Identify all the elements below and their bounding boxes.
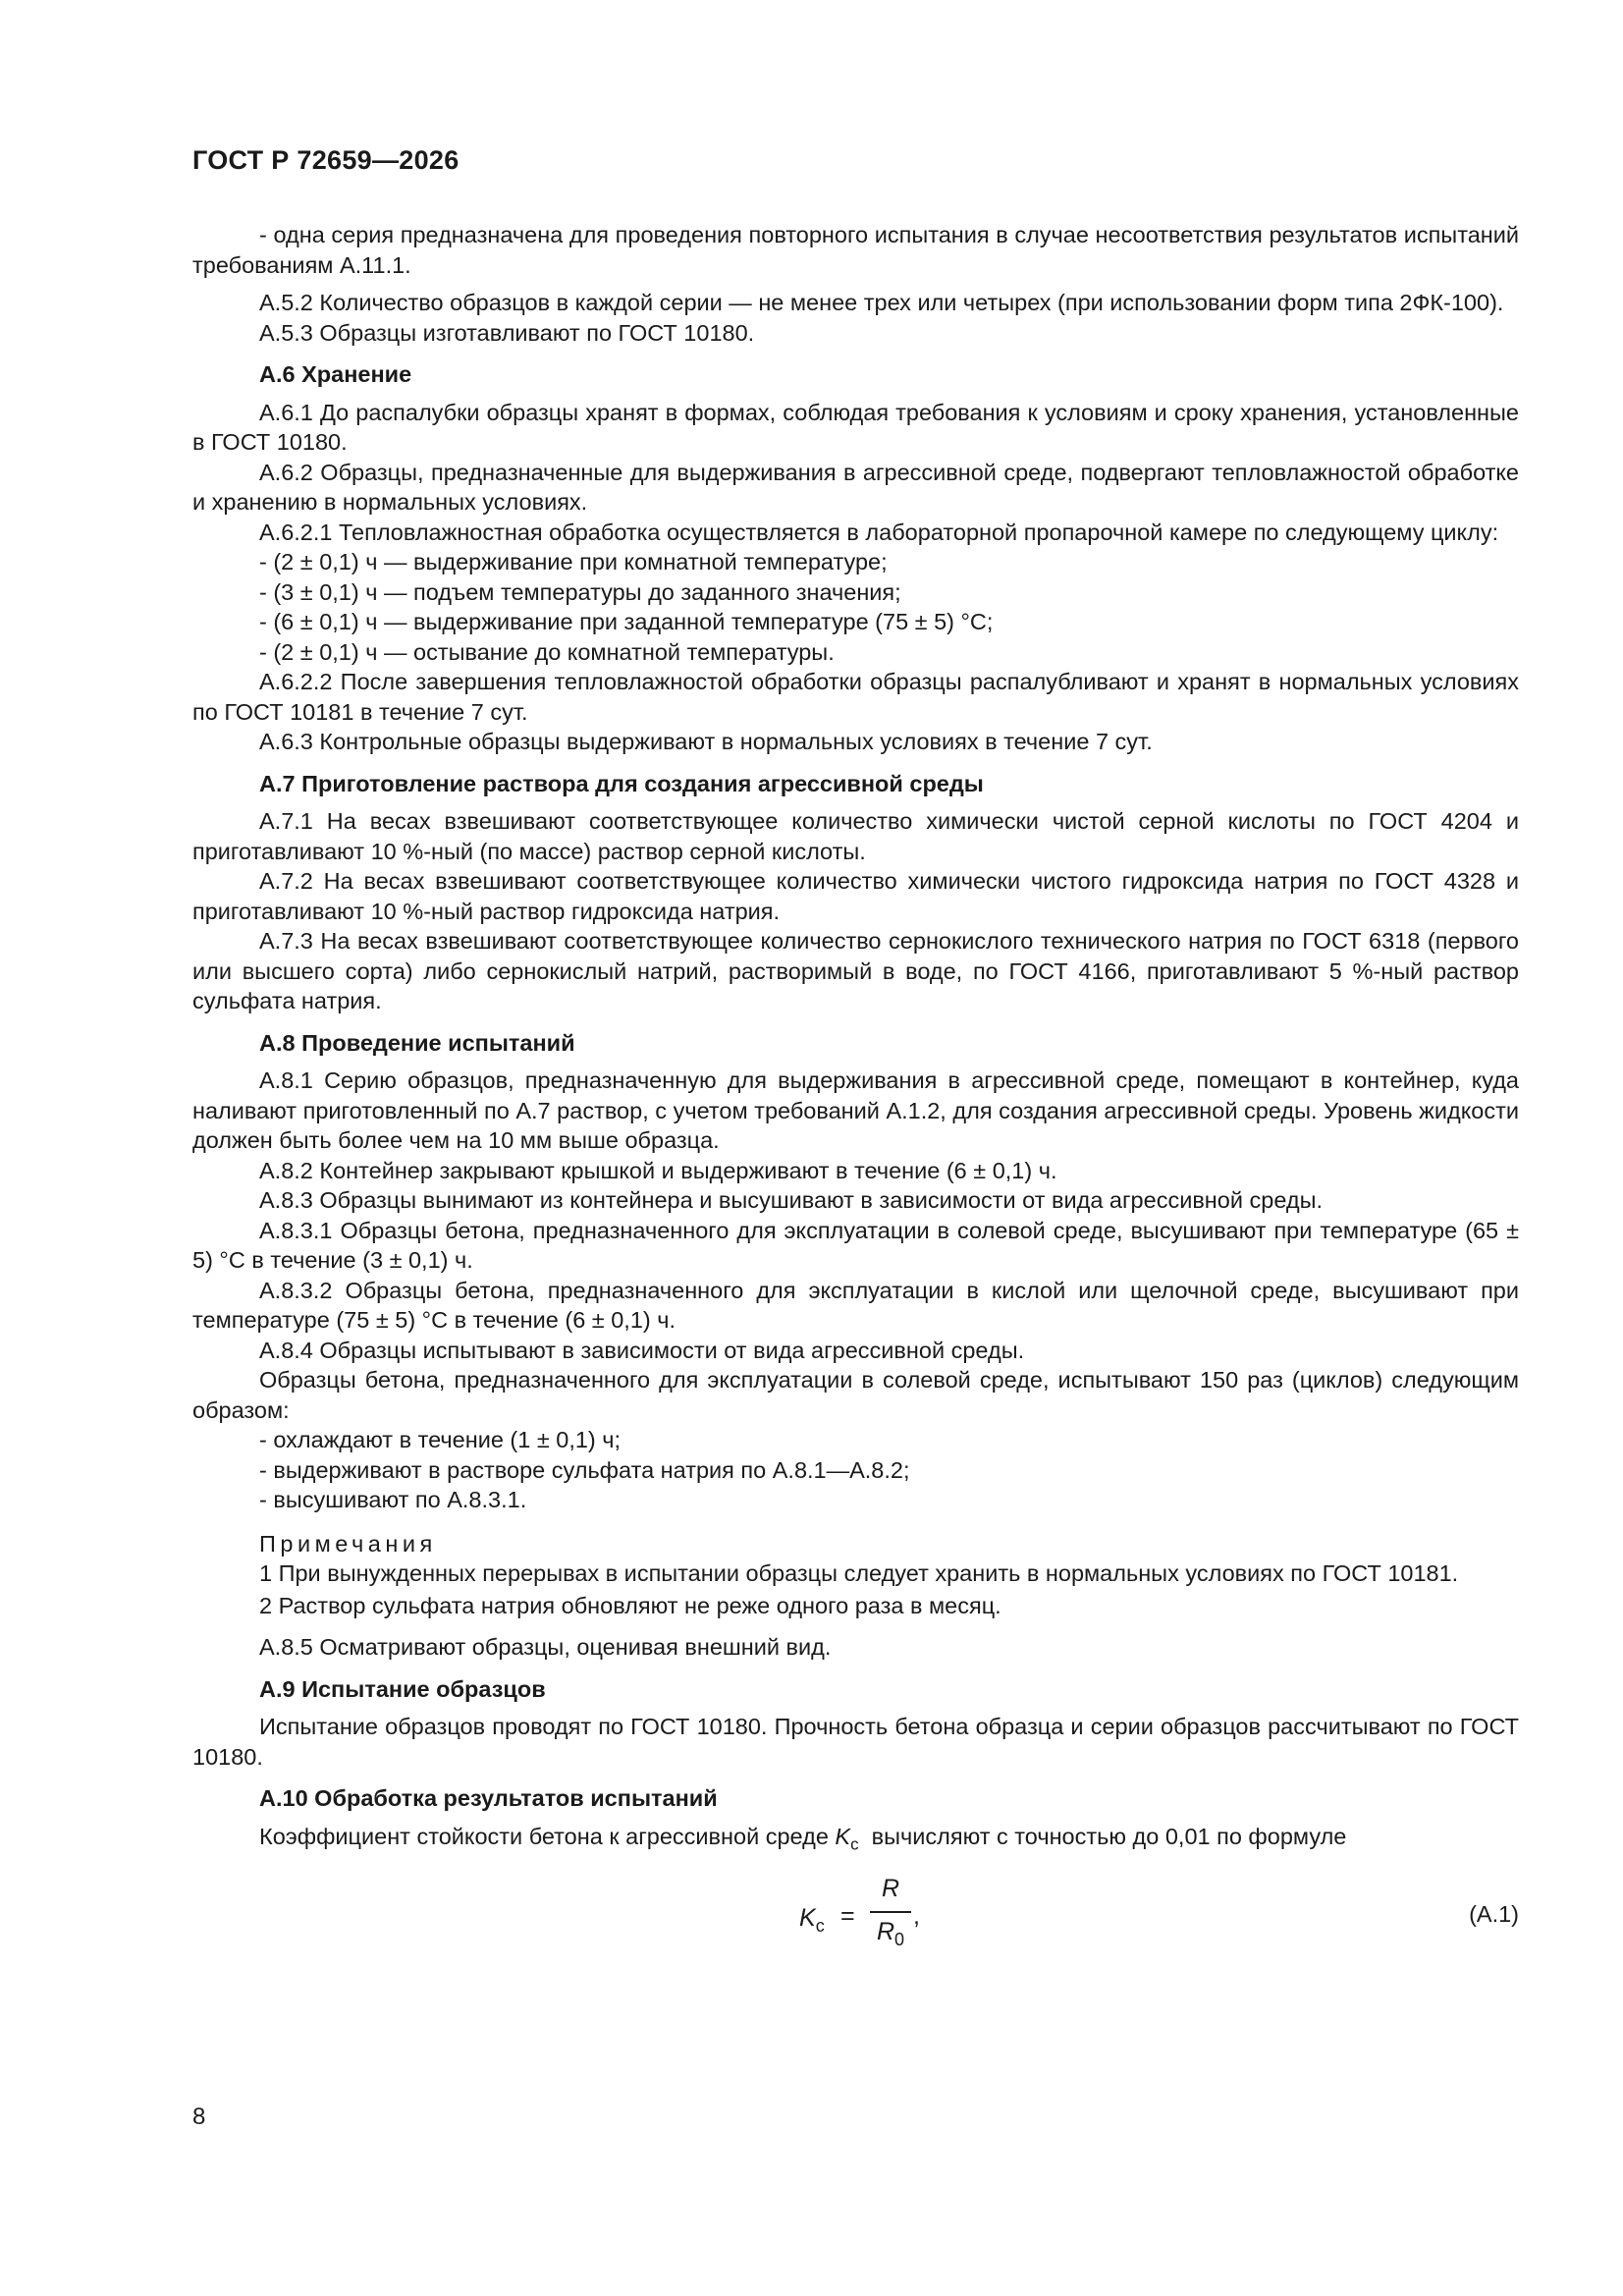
- formula-a1: [192, 1874, 1519, 1968]
- list-item: - (2 ± 0,1) ч — выдерживание при комнатной температуре;: [259, 549, 888, 574]
- formula-comma: ,: [913, 1901, 920, 1930]
- symbol-subscript: c: [850, 1834, 859, 1854]
- document-id-header: ГОСТ Р 72659—2026: [192, 145, 460, 175]
- paragraph: Образцы бетона, предназначенного для эксплуатации в солевой среде, испытывают 150 раз (циклов) следующим образом:: [192, 1367, 1519, 1423]
- list-item: - высушивают по А.8.3.1.: [259, 1487, 527, 1512]
- section-heading-a7: А.7 Приготовление раствора для создания агрессивной среды: [259, 770, 984, 796]
- paragraph: А.8.2 Контейнер закрывают крышкой и выдерживают в течение (6 ± 0,1) ч.: [259, 1157, 1057, 1183]
- paragraph: А.7.2 На весах взвешивают соответствующее количество химически чистого гидроксида натрия по ГОСТ 4328 и приготавливают 10 %-ный раствор гидроксида натрия.: [192, 868, 1519, 924]
- paragraph: А.5.2 Количество образцов в каждой серии — не менее трех или четырех (при использовании форм типа 2ФК-100).: [259, 290, 1504, 315]
- list-item: - (2 ± 0,1) ч — остывание до комнатной температуры.: [259, 638, 835, 665]
- paragraph: А.8.3.2 Образцы бетона, предназначенного для эксплуатации в кислой или щелочной среде, высушивают при температуре (75 ± 5) °С в течение (6 ± 0,1) ч.: [192, 1277, 1519, 1333]
- section-heading-a8: А.8 Проведение испытаний: [259, 1029, 575, 1056]
- list-item: - (6 ± 0,1) ч — выдерживание при заданной температуре (75 ± 5) °С;: [259, 609, 994, 634]
- list-item: - охлаждают в течение (1 ± 0,1) ч;: [259, 1427, 622, 1452]
- formula-lhs-subscript: c: [815, 1915, 825, 1936]
- paragraph: А.6.3 Контрольные образцы выдерживают в нормальных условиях в течение 7 сут.: [259, 729, 1153, 754]
- paragraph-with-symbol: [192, 1822, 1519, 1860]
- notes-heading: Примечания: [259, 1530, 437, 1557]
- paragraph: А.7.1 На весах взвешивают соответствующее количество химически чистой серной кислоты по ГОСТ 4204 и приготавливают 10 %-ный (по массе) раствор серной кислоты.: [192, 808, 1519, 864]
- paragraph: А.7.3 На весах взвешивают соответствующее количество сернокислого технического натрия по ГОСТ 6318 (первого или высшего сорта) либо сернокислый натрий, растворимый в воде, по ГОСТ 4166, приготавливают 5 %-ный раствор сульфата натрия.: [192, 928, 1519, 1013]
- list-item: - (3 ± 0,1) ч — подъем температуры до заданного значения;: [259, 578, 901, 605]
- paragraph: А.8.5 Осматривают образцы, оценивая внешний вид.: [259, 1634, 832, 1660]
- paragraph: А.6.1 До распалубки образцы хранят в формах, соблюдая требования к условиям и сроку хранения, установленные в ГОСТ 10180.: [192, 399, 1519, 455]
- paragraph: А.8.4 Образцы испытывают в зависимости от вида агрессивной среды.: [259, 1337, 1025, 1363]
- paragraph-text-tail: вычисляют с точностью до 0,01 по формуле: [858, 1823, 1347, 1849]
- note-item: 1 При вынужденных перерывах в испытании образцы следует хранить в нормальных условиях по ГОСТ 10181.: [259, 1560, 1459, 1586]
- symbol-k: K: [835, 1823, 851, 1849]
- paragraph: А.8.1 Серию образцов, предназначенную для выдерживания в агрессивной среде, помещают в контейнер, куда наливают приготовленный по А.7 раствор, с учетом требований А.1.2, для создания агрессивной среды. Уровень жидкости должен быть более чем на 10 мм выше образца.: [192, 1067, 1519, 1153]
- formula-denominator: [870, 1917, 911, 1949]
- formula-lhs-symbol: K: [799, 1903, 816, 1932]
- paragraph: - одна серия предназначена для проведения повторного испытания в случае несоответствия результатов испытаний требованиям А.11.1.: [192, 222, 1519, 278]
- paragraph-text: Коэффициент стойкости бетона к агрессивной среде: [259, 1823, 836, 1849]
- paragraph: А.8.3.1 Образцы бетона, предназначенного для эксплуатации в солевой среде, высушивают при температуре (65 ± 5) °С в течение (3 ± 0,1) ч.: [192, 1217, 1519, 1273]
- paragraph: А.6.2.1 Тепловлажностная обработка осуществляется в лабораторной пропарочной камере по следующему циклу:: [259, 519, 1499, 545]
- paragraph: Испытание образцов проводят по ГОСТ 10180. Прочность бетона образца и серии образцов рассчитывают по ГОСТ 10180.: [192, 1714, 1519, 1770]
- paragraph: А.6.2.2 После завершения тепловлажностой обработки образцы распалубливают и хранят в нормальных условиях по ГОСТ 10181 в течение 7 сут.: [192, 669, 1519, 725]
- formula-denominator-subscript: 0: [894, 1929, 905, 1949]
- fraction-bar: [870, 1911, 911, 1913]
- formula-expression: [799, 1874, 956, 1968]
- paragraph: А.6.2 Образцы, предназначенные для выдерживания в агрессивной среде, подвергают тепловлажностой обработке и хранению в нормальных условиях.: [192, 459, 1519, 515]
- formula-lhs: [799, 1903, 825, 1936]
- note-item: 2 Раствор сульфата натрия обновляют не реже одного раза в месяц.: [259, 1592, 1001, 1618]
- formula-denominator-symbol: R: [876, 1917, 895, 1945]
- paragraph: А.5.3 Образцы изготавливают по ГОСТ 10180.: [259, 319, 755, 346]
- list-item: - выдерживают в растворе сульфата натрия по А.8.1—А.8.2;: [259, 1456, 910, 1483]
- page-number: 8: [192, 2104, 206, 2130]
- document-body: [192, 220, 1519, 1968]
- paragraph: А.8.3 Образцы вынимают из контейнера и высушивают в зависимости от вида агрессивной среды.: [259, 1187, 1324, 1213]
- section-heading-a9: А.9 Испытание образцов: [259, 1675, 546, 1702]
- formula-numerator: R: [881, 1874, 900, 1902]
- formula-equals: =: [840, 1901, 855, 1930]
- formula-number: (А.1): [1469, 1900, 1519, 1927]
- section-heading-a10: А.10 Обработка результатов испытаний: [259, 1785, 718, 1811]
- section-heading-a6: А.6 Хранение: [259, 361, 412, 387]
